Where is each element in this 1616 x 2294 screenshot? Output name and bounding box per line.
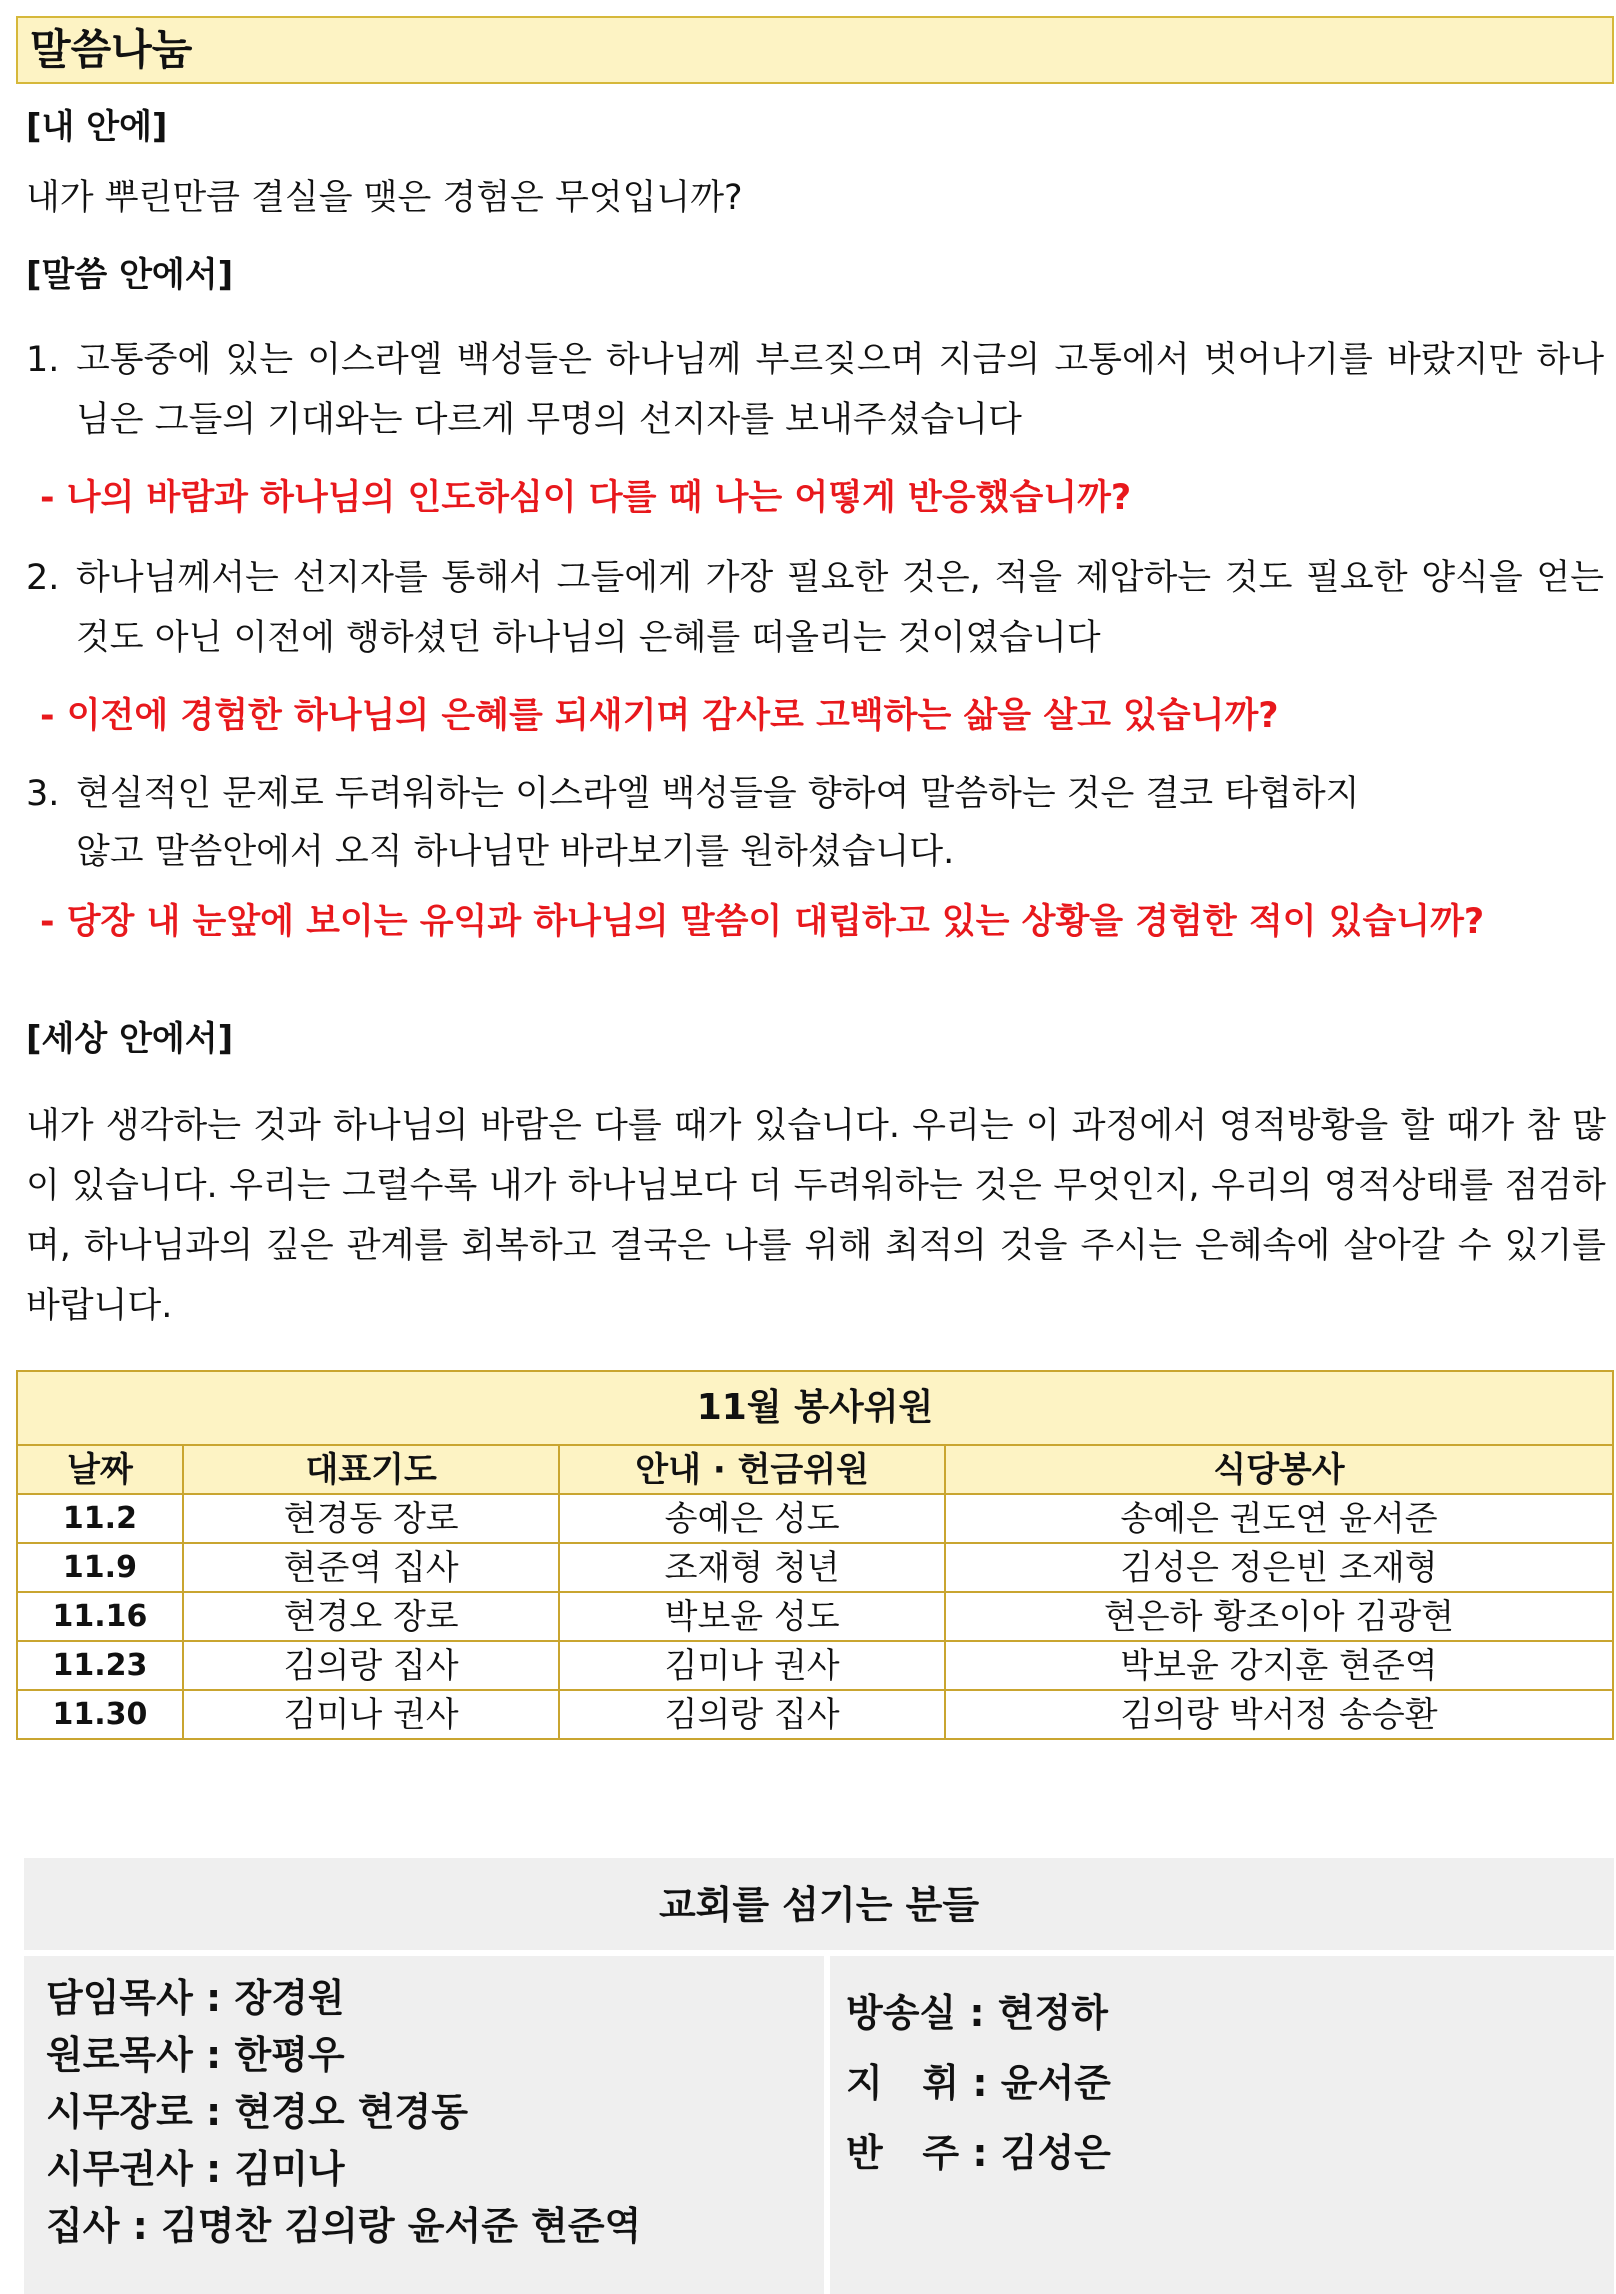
cell-usher: 송예은 성도 (559, 1494, 944, 1543)
item-2-question: - 이전에 경험한 하나님의 은혜를 되새기며 감사로 고백하는 삶을 살고 있습니까? (40, 696, 1279, 736)
cell-prayer: 현경오 장로 (183, 1592, 560, 1641)
cell-date: 11.2 (17, 1494, 183, 1543)
servant-conductor: 지 휘 : 윤서준 (846, 2061, 1111, 2105)
cell-usher: 김의랑 집사 (559, 1690, 944, 1739)
servants-box (24, 1858, 1614, 2294)
servant-elders: 시무장로 : 현경오 현경동 (46, 2090, 468, 2134)
volunteer-table-title: 11월 봉사위원 (17, 1371, 1613, 1445)
col-header-kitchen: 식당봉사 (945, 1445, 1613, 1494)
col-header-date: 날짜 (17, 1445, 183, 1494)
col-header-prayer: 대표기도 (183, 1445, 560, 1494)
in-word-heading: [말씀 안에서] (26, 255, 234, 295)
cell-date: 11.30 (17, 1690, 183, 1739)
table-row (17, 1690, 1613, 1739)
table-row (17, 1494, 1613, 1543)
cell-date: 11.16 (17, 1592, 183, 1641)
servants-title: 교회를 섬기는 분들 (658, 1883, 980, 1927)
item-3-text-line1: 현실적인 문제로 두려워하는 이스라엘 백성들을 향하여 말씀하는 것은 결코 타협하지 (76, 774, 1360, 814)
col-header-usher: 안내 · 헌금위원 (559, 1445, 944, 1494)
item-3-text-line2: 않고 말씀안에서 오직 하나님만 바라보기를 원하셨습니다. (76, 832, 955, 872)
cell-prayer: 김미나 권사 (183, 1690, 560, 1739)
servant-deacons: 집사 : 김명찬 김의랑 윤서준 현준역 (46, 2204, 642, 2248)
servant-deaconess: 시무권사 : 김미나 (46, 2147, 345, 2191)
table-row (17, 1592, 1613, 1641)
servant-senior-pastor: 담임목사 : 장경원 (46, 1976, 345, 2020)
volunteer-table (16, 1370, 1614, 1740)
servant-emeritus-pastor: 원로목사 : 한평우 (46, 2033, 345, 2077)
inside-me-heading: [내 안에] (26, 107, 168, 147)
item-1-number: 1. (26, 340, 60, 380)
cell-kitchen: 송예은 권도연 윤서준 (945, 1494, 1613, 1543)
inside-me-question: 내가 뿌린만큼 결실을 맺은 경험은 무엇입니까? (26, 178, 743, 218)
table-row (17, 1641, 1613, 1690)
cell-usher: 조재형 청년 (559, 1543, 944, 1592)
cell-prayer: 현준역 집사 (183, 1543, 560, 1592)
table-row (17, 1543, 1613, 1592)
item-2-text: 하나님께서는 선지자를 통해서 그들에게 가장 필요한 것은, 적을 제압하는 것도 필요한 양식을 얻는 것도 아닌 이전에 행하셨던 하나님의 은혜를 떠올리는 것이였습니다 (76, 558, 1604, 658)
section-title: 말씀나눔 (16, 16, 1614, 84)
cell-kitchen: 현은하 황조이아 김광현 (945, 1592, 1613, 1641)
cell-kitchen: 박보윤 강지훈 현준역 (945, 1641, 1613, 1690)
cell-date: 11.23 (17, 1641, 183, 1690)
servant-broadcast: 방송실 : 현정하 (846, 1991, 1108, 2035)
cell-date: 11.9 (17, 1543, 183, 1592)
item-1-question: - 나의 바람과 하나님의 인도하심이 다를 때 나는 어떻게 반응했습니까? (40, 478, 1132, 518)
item-3-number: 3. (26, 774, 60, 814)
cell-prayer: 현경동 장로 (183, 1494, 560, 1543)
servants-divider-horizontal (24, 1950, 1614, 1956)
cell-kitchen: 김의랑 박서정 송승환 (945, 1690, 1613, 1739)
cell-prayer: 김의랑 집사 (183, 1641, 560, 1690)
item-2-number: 2. (26, 558, 60, 598)
in-world-paragraph: 내가 생각하는 것과 하나님의 바람은 다를 때가 있습니다. 우리는 이 과정에서 영적방황을 할 때가 참 많이 있습니다. 우리는 그럴수록 내가 하나님보다 더 두려워하는 것은 무엇인지, 우리의 영적상태를 점검하며, 하나님과의 깊은 관계를 회복하고 결국은 나를 위해 최적의 것을 주시는 은혜속에 살아갈 수 있기를 바랍니다. (26, 1106, 1606, 1326)
servants-left-column (46, 1970, 641, 2255)
cell-usher: 김미나 권사 (559, 1641, 944, 1690)
servants-divider-vertical (824, 1956, 830, 2294)
servants-right-column (846, 1978, 1111, 2188)
item-3-question: - 당장 내 눈앞에 보이는 유익과 하나님의 말씀이 대립하고 있는 상황을 경험한 적이 있습니까? (40, 902, 1485, 942)
cell-usher: 박보윤 성도 (559, 1592, 944, 1641)
in-world-heading: [세상 안에서] (26, 1019, 234, 1059)
servant-accompanist: 반 주 : 김성은 (846, 2131, 1111, 2175)
item-1-text: 고통중에 있는 이스라엘 백성들은 하나님께 부르짖으며 지금의 고통에서 벗어나기를 바랐지만 하나님은 그들의 기대와는 다르게 무명의 선지자를 보내주셨습니다 (76, 340, 1604, 440)
cell-kitchen: 김성은 정은빈 조재형 (945, 1543, 1613, 1592)
